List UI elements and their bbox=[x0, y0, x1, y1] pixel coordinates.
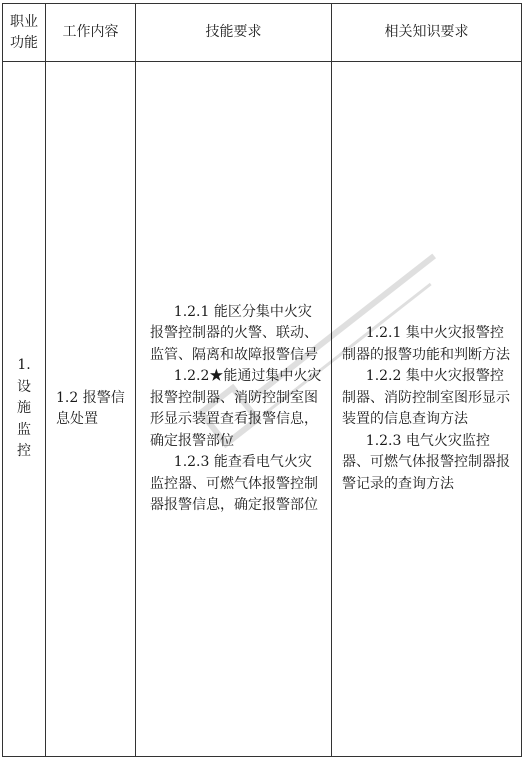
knowledge-item: 1.2.2 集中火灾报警控制器、消防控制室图形显示装置的信息查询方法 bbox=[342, 368, 510, 427]
header-skill-requirements: 技能要求 bbox=[136, 4, 332, 62]
knowledge-item: 1.2.3 电气火灾监控器、可燃气体报警控制器报警记录的查询方法 bbox=[342, 432, 510, 492]
header-row bbox=[3, 4, 522, 62]
skill-item: 1.2.2★能通过集中火灾报警控制器、消防控制室图形显示装置查看报警信息，确定报警部位 bbox=[150, 368, 322, 449]
skill-item: 1.2.1 能区分集中火灾报警控制器的火警、联动、监管、隔离和故障报警信号 bbox=[150, 303, 318, 363]
skill-requirements-cell bbox=[136, 62, 332, 757]
header-work-content: 工作内容 bbox=[46, 4, 136, 62]
header-knowledge-requirements: 相关知识要求 bbox=[332, 4, 522, 62]
function-cell: 1. 设 施 监 控 bbox=[3, 62, 46, 757]
skill-standard-table bbox=[2, 3, 522, 757]
header-function: 职业 功能 bbox=[3, 4, 46, 62]
knowledge-item: 1.2.1 集中火灾报警控制器的报警功能和判断方法 bbox=[342, 325, 510, 363]
work-content-cell: 1.2 报警信息处置 bbox=[46, 62, 136, 757]
skill-item: 1.2.3 能查看电气火灾监控器、可燃气体报警控制器报警信息，确定报警部位 bbox=[150, 454, 318, 513]
table-row bbox=[3, 62, 522, 757]
knowledge-requirements-cell bbox=[332, 62, 522, 757]
